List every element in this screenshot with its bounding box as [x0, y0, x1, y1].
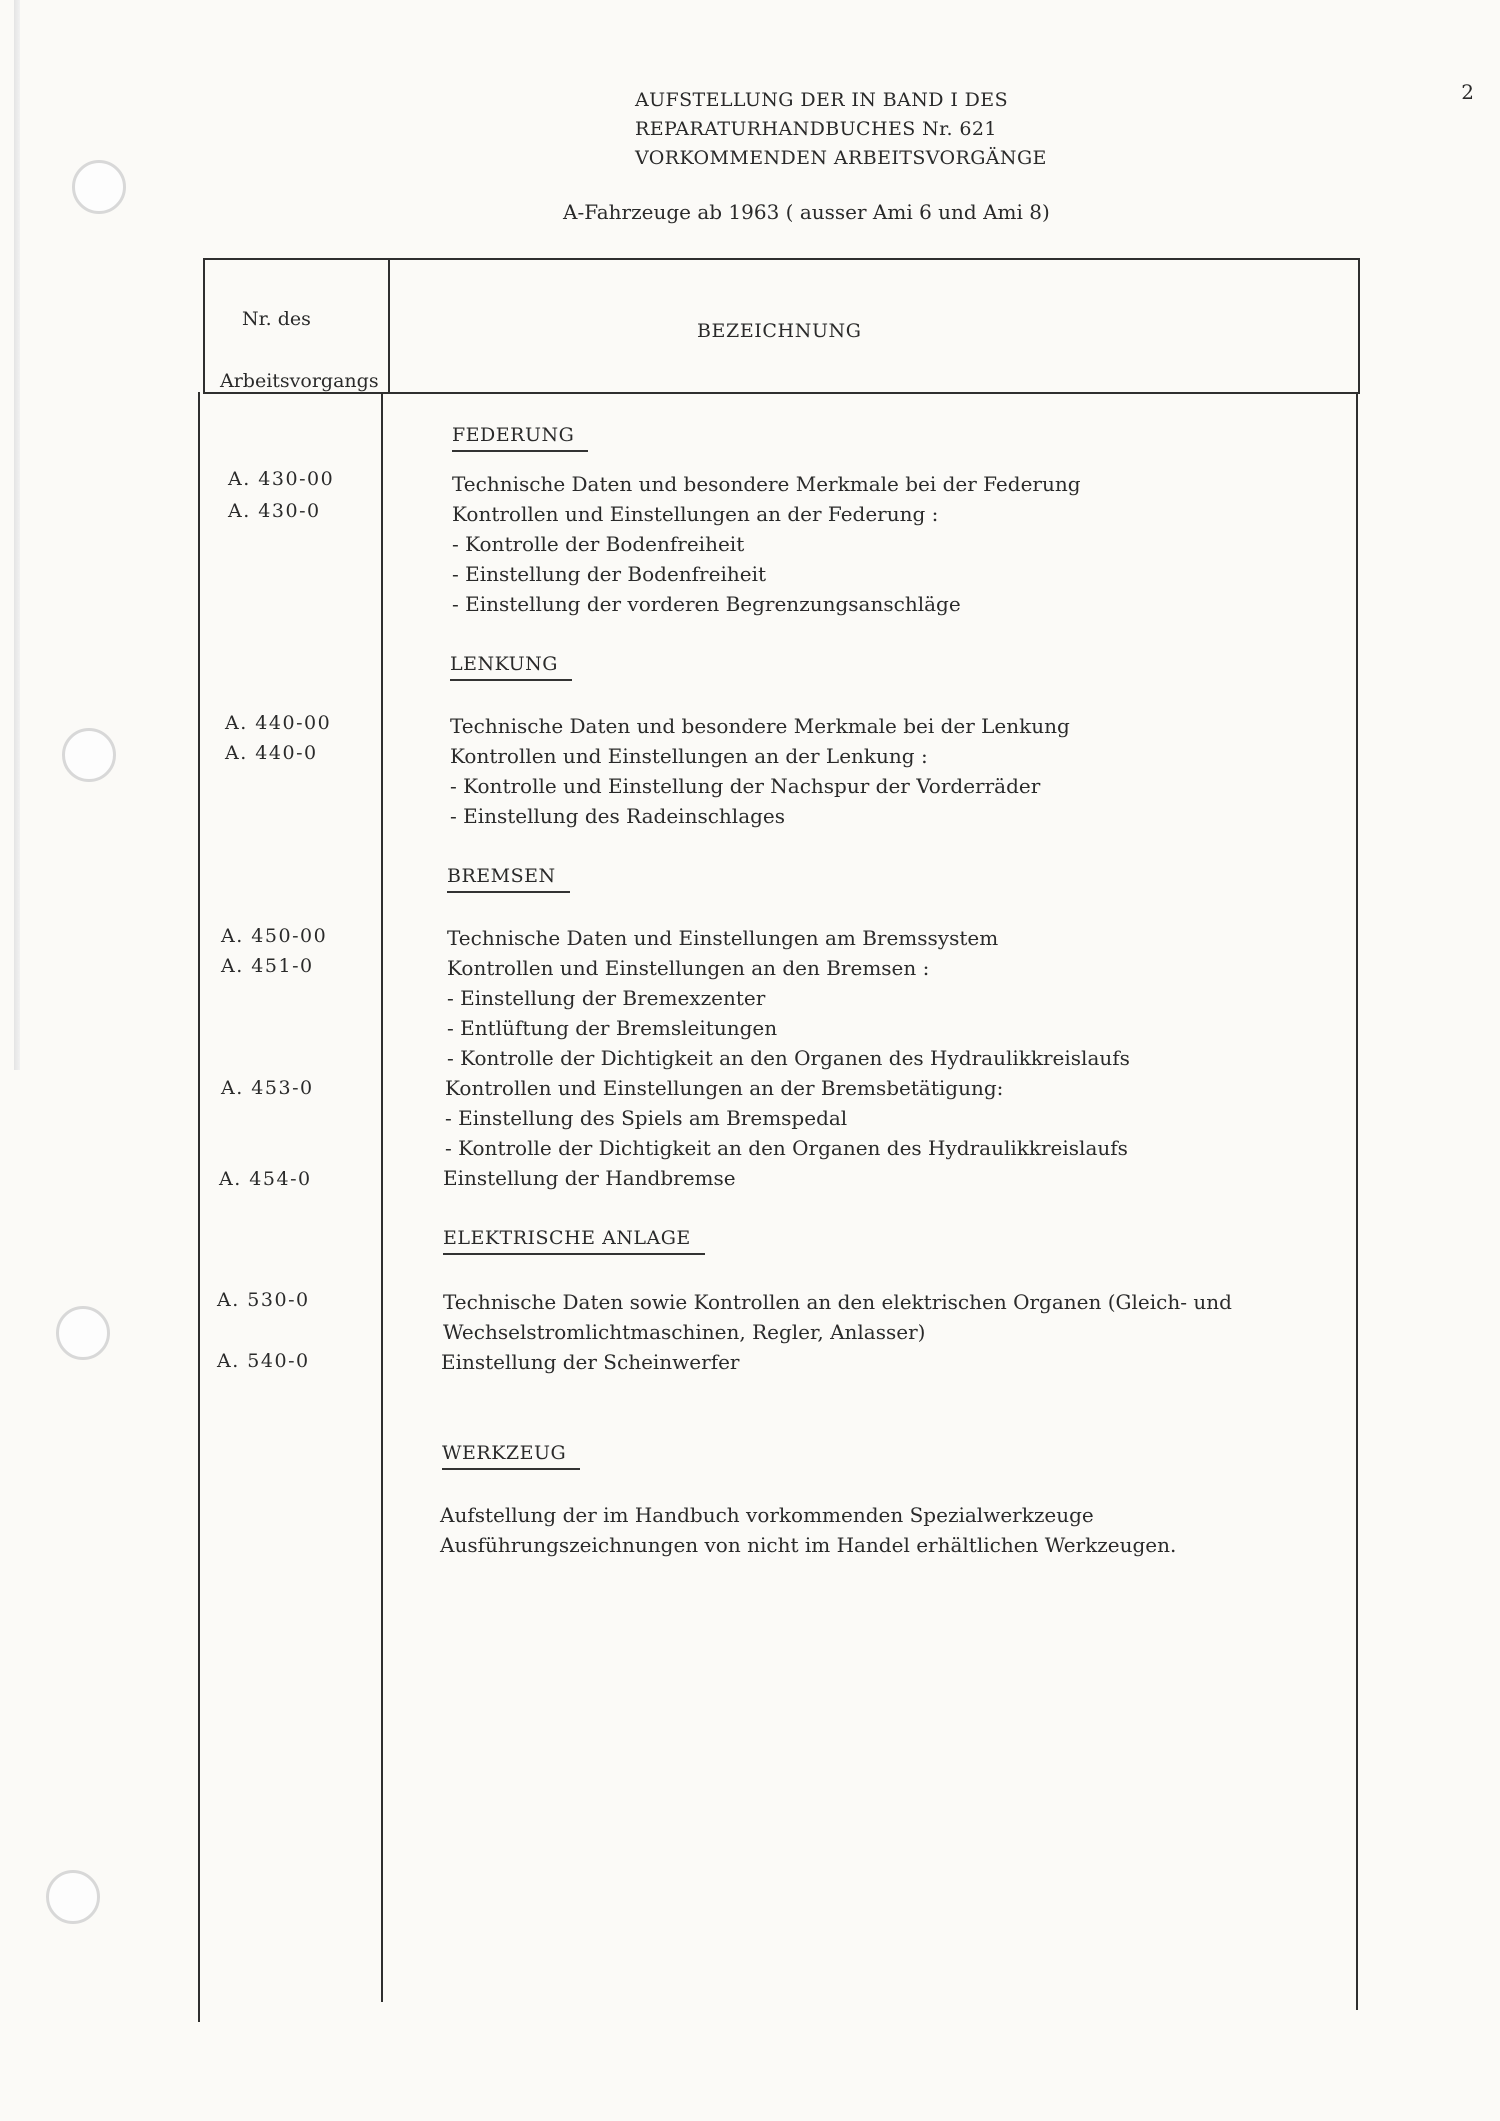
operation-number: A. 451-0	[221, 955, 314, 977]
table-left-border	[203, 258, 205, 392]
section-title: FEDERUNG	[452, 424, 588, 452]
operation-description: Einstellung der Scheinwerfer	[441, 1350, 740, 1374]
operation-description: - Einstellung der vorderen Begrenzungsanschläge	[452, 592, 961, 616]
operation-description: Kontrollen und Einstellungen an den Bremsen :	[447, 956, 930, 980]
column-header-nr-line: Arbeitsvorgangs	[220, 370, 379, 392]
operation-description: - Einstellung der Bodenfreiheit	[452, 562, 767, 586]
punch-hole	[62, 728, 116, 782]
operation-description: - Kontrolle der Dichtigkeit an den Organen des Hydraulikkreislaufs	[447, 1046, 1130, 1070]
table-column-divider	[388, 258, 390, 392]
section-title: WERKZEUG	[442, 1442, 580, 1470]
operation-number: A. 530-0	[217, 1289, 310, 1311]
operation-number: A. 454-0	[219, 1168, 312, 1190]
operation-description: Technische Daten und besondere Merkmale bei der Federung	[452, 472, 1081, 496]
page-number: 2	[1461, 80, 1474, 104]
operation-description: - Kontrolle der Dichtigkeit an den Organen des Hydraulikkreislaufs	[445, 1136, 1128, 1160]
table-column-divider	[381, 392, 383, 2002]
table-top-border	[203, 258, 1360, 260]
operation-description: - Einstellung des Radeinschlages	[450, 804, 786, 828]
section-title: BREMSEN	[447, 865, 570, 893]
operation-description: - Kontrolle der Bodenfreiheit	[452, 532, 745, 556]
operation-description: Technische Daten sowie Kontrollen an den elektrischen Organen (Gleich- und	[443, 1290, 1232, 1314]
table-left-border	[198, 392, 200, 2022]
operation-description: Kontrollen und Einstellungen an der Federung :	[452, 502, 939, 526]
punch-hole	[46, 1870, 100, 1924]
punch-hole	[72, 160, 126, 214]
operation-number: A. 450-00	[221, 925, 328, 947]
operation-number: A. 430-00	[228, 468, 335, 490]
operation-description: - Einstellung des Spiels am Bremspedal	[445, 1106, 848, 1130]
operation-description: Technische Daten und besondere Merkmale bei der Lenkung	[450, 714, 1070, 738]
operation-description: Kontrollen und Einstellungen an der Lenkung :	[450, 744, 928, 768]
operation-description: Wechselstromlichtmaschinen, Regler, Anlasser)	[443, 1320, 926, 1344]
operation-description: - Kontrolle und Einstellung der Nachspur der Vorderräder	[450, 774, 1041, 798]
operation-number: A. 440-0	[225, 742, 318, 764]
column-header-nr-line: Nr. des	[242, 308, 311, 330]
document-header	[635, 86, 1047, 173]
operation-number: A. 430-0	[228, 500, 321, 522]
operation-number: A. 440-00	[225, 712, 332, 734]
operation-number: A. 540-0	[217, 1350, 310, 1372]
operation-description: Einstellung der Handbremse	[443, 1166, 736, 1190]
punch-hole	[56, 1306, 110, 1360]
operation-description: - Entlüftung der Bremsleitungen	[447, 1016, 778, 1040]
operation-description: Kontrollen und Einstellungen an der Bremsbetätigung:	[445, 1076, 1004, 1100]
binding-edge	[14, 0, 20, 1070]
operation-description: Technische Daten und Einstellungen am Bremssystem	[447, 926, 999, 950]
operation-number: A. 453-0	[221, 1077, 314, 1099]
operation-description: Aufstellung der im Handbuch vorkommenden Spezialwerkzeuge	[440, 1503, 1094, 1527]
operation-description: - Einstellung der Bremexzenter	[447, 986, 766, 1010]
header-line: AUFSTELLUNG DER IN BAND I DES	[635, 89, 1008, 111]
header-line: REPARATURHANDBUCHES Nr. 621	[635, 118, 997, 140]
header-line: VORKOMMENDEN ARBEITSVORGÄNGE	[635, 147, 1047, 169]
document-subtitle: A-Fahrzeuge ab 1963 ( ausser Ami 6 und Ami 8)	[563, 200, 1050, 224]
section-title: ELEKTRISCHE ANLAGE	[443, 1227, 705, 1255]
operation-description: Ausführungszeichnungen von nicht im Handel erhältlichen Werkzeugen.	[440, 1533, 1177, 1557]
table-right-border	[1358, 258, 1360, 392]
section-title: LENKUNG	[450, 653, 572, 681]
column-header-bezeichnung: BEZEICHNUNG	[697, 320, 862, 342]
table-right-border	[1356, 392, 1358, 2010]
column-header-nr	[220, 288, 379, 412]
